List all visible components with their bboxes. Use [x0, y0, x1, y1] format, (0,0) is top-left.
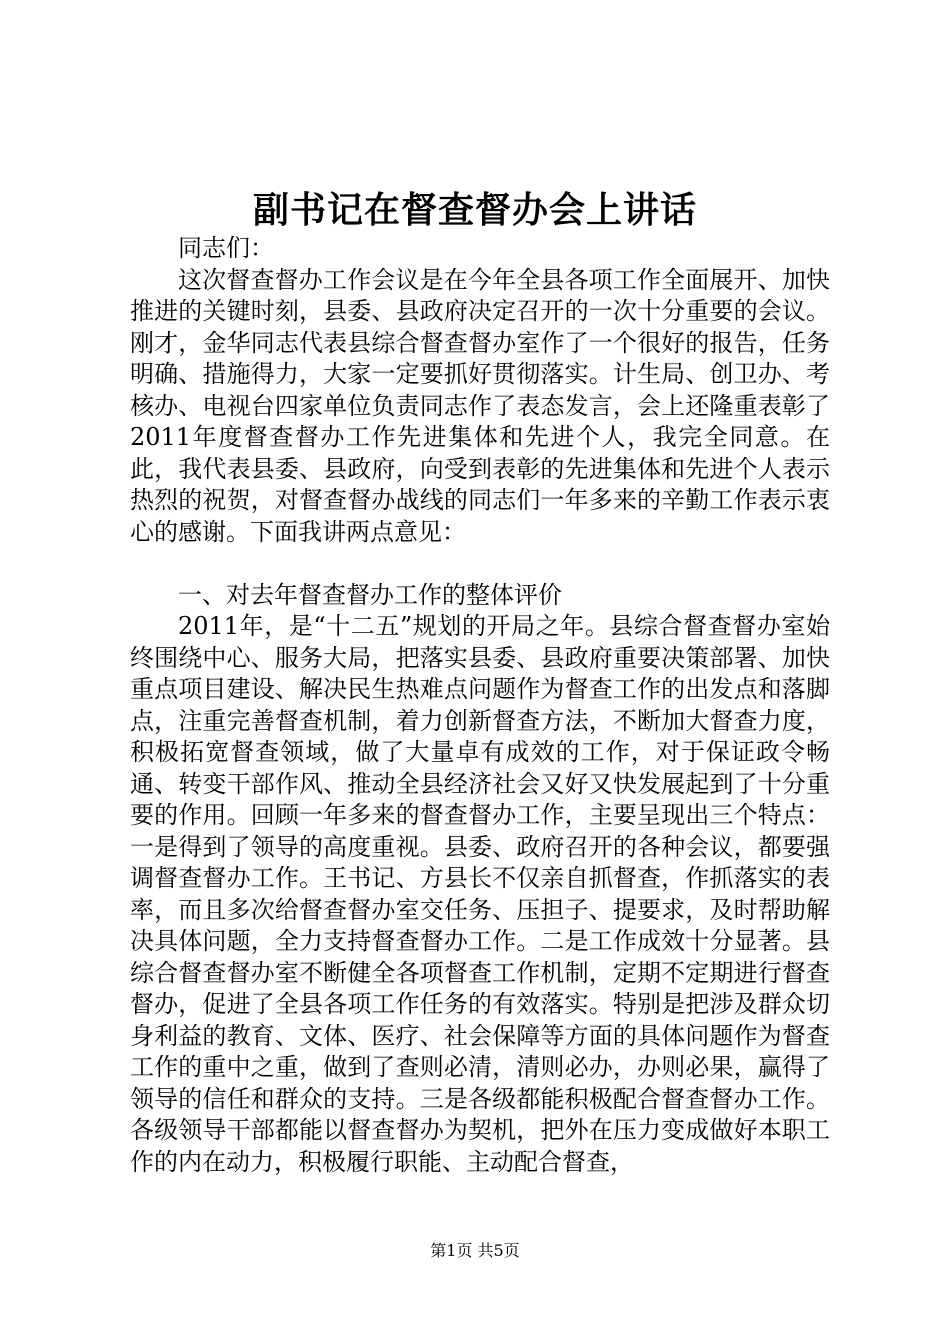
- page-title: 副书记在督查督办会上讲话: [252, 189, 697, 231]
- section-heading: 一、对去年督查督办工作的整体评价: [178, 580, 562, 609]
- body-paragraph: 2011年，是“十二五”规划的开局之年。县综合督查督办室始终围绕中心、服务大局，把落实县委、县政府重要决策部署、加快重点项目建设、解决民生热难点问题作为督查工作的出发点和落脚点，注重完善督查机制，着力创新督查方法，不断加大督查力度，积极拓宽督查领域，做了大量卓有成效的工作，对于保证政令畅通、转变干部作风、推动全县经济社会又好又快发展起到了十分重要的作用。回顾一年多来的督查督办工作，主要呈现出三个特点：一是得到了领导的高度重视。县委、政府召开的各种会议，都要强调督查督办工作。王书记、方县长不仅亲自抓督查，作抓落实的表率，而且多次给督查督办室交任务、压担子、提要求，及时帮助解决具体问题，全力支持督查督办工作。二是工作成效十分显著。县综合督查督办室不断健全各项督查工作机制，定期不定期进行督查督办，促进了全县各项工作任务的有效落实。特别是把涉及群众切身利益的教育、文体、医疗、社会保障等方面的具体问题作为督查工作的重中之重，做到了查则必清，清则必办，办则必果，赢得了领导的信任和群众的支持。三是各级都能积极配合督查督办工作。各级领导干部都能以督查督办为契机，把外在压力变成做好本职工作的内在动力，积极履行职能、主动配合督查，: [130, 612, 830, 1176]
- page-number-footer: 第1页 共5页: [430, 1241, 520, 1260]
- body-paragraph: 这次督查督办工作会议是在今年全县各项工作全面展开、加快推进的关键时刻，县委、县政府决定召开的一次十分重要的会议。刚才，金华同志代表县综合督查督办室作了一个很好的报告，任务明确、措施得力，大家一定要抓好贯彻落实。计生局、创卫办、考核办、电视台四家单位负责同志作了表态发言，会上还隆重表彰了2011年度督查督办工作先进集体和先进个人，我完全同意。在此，我代表县委、县政府，向受到表彰的先进集体和先进个人表示热烈的祝贺，对督查督办战线的同志们一年多来的辛勤工作表示衷心的感谢。下面我讲两点意见：: [130, 265, 830, 546]
- salutation: 同志们：: [178, 234, 274, 262]
- document-body: [130, 233, 830, 1178]
